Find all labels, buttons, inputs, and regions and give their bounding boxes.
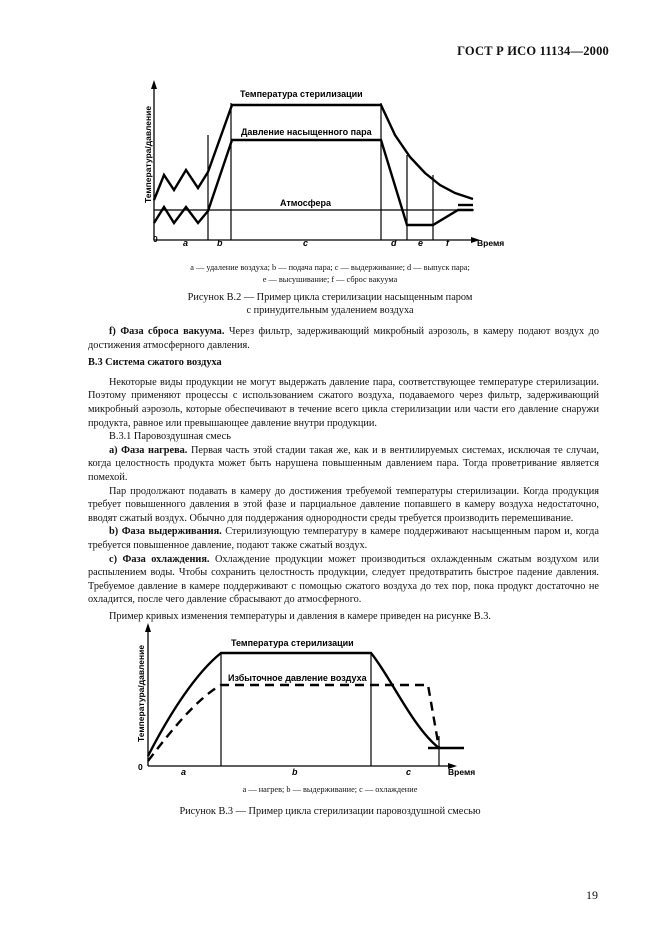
fig1-phase-f: f [446,238,449,248]
paragraph-b [88,525,599,552]
fig1-phase-a: a [183,238,189,248]
fig1-temp-label: Температура стерилизации [240,89,363,99]
caption-line: Рисунок В.2 — Пример цикла стерилизации насыщенным паром [187,292,473,303]
figure-b3 [128,618,488,783]
document-header: ГОСТ Р ИСО 11134—2000 [457,44,609,58]
para-label: b) Фаза выдерживания. [109,526,222,538]
para-label: f) Фаза сброса вакуума. [109,326,225,337]
fig2-phase-c: c [406,767,412,777]
fig1-phase-d: d [391,238,397,248]
para-text: Стерилизующую температуру в камере поддерживают насыщенным паром и, когда требуется повышенное давление, подают также сжатый воздух. [88,526,599,551]
fig1-x-axis-label: Время [477,238,505,248]
legend-line: a — удаление воздуха; b — подача пара; c — выдерживание; d — выпуск пара; [190,263,470,272]
temperature-curve [148,653,439,756]
fig2-temp-label: Температура стерилизации [231,638,354,648]
figure-b2-legend [100,262,560,286]
para-text: Охлаждение продукции может производиться охлажденным сжатым воздухом или распылением воды. Чтобы сохранить целостность продукции, следует предотвратить быстрое падение давления. Требуемое давление в камере поддерживают с помощью сжатого воздуха до тех пор, пока продукт достаточно не охладится, после чего давление сбрасывают до атмосферного. [88,553,599,606]
page-number: 19 [586,888,598,902]
fig2-x-axis-label: Время [448,767,476,777]
temperature-curve [154,105,473,200]
figure-b3-legend: a — нагрев; b — выдерживание; c — охлаждение [242,785,418,794]
y-axis-arrow [151,80,157,89]
figure-b2 [140,75,510,253]
fig1-origin: 0 [153,234,158,244]
paragraph-b3: Некоторые виды продукции не могут выдержать давление пара, соответствующее температуре стерилизации. Поэтому применяют процессы с использованием сжатого воздуха, подаваемого через фильтр, задерживающий микробный аэрозоль, которые обеспечивают в течение всего цикла стерилизации или части его давление снаружи продукта, равное или превышающее давление внутри продукции. [88,376,599,429]
paragraph-c [88,553,599,607]
para-label: а) Фаза нагрева. [109,444,188,456]
legend-line: e — высушивание; f — сброс вакуума [262,275,398,284]
paragraph-a [88,444,599,485]
figure-b2-caption [100,292,560,317]
fig1-y-axis-label: Температура/давление [143,105,153,203]
subsection-heading: В.3.1 Паровоздушная смесь [109,431,231,443]
section-heading: В.3 Система сжатого воздуха [88,357,222,369]
fig1-phase-b: b [217,238,223,248]
para-text: Через фильтр, задерживающий микробный аэрозоль, в камеру подают воздух до достижения атмосферного давления. [88,326,600,351]
pressure-curve [148,685,439,761]
para-label: c) Фаза охлаждения. [109,553,210,565]
fig2-y-axis-label: Температура/давление [136,644,146,742]
fig2-phase-a: a [181,767,187,777]
paragraph-steam: Пар продолжают подавать в камеру до достижения требуемой температуры стерилизации. Когда продукция требует повышенного давления в этой фазе и парциальное давление попавшего в камеру воздуха недостаточно, вводят сжатый воздух. Обычно для поддержания однородности среды требуется производить перемешивание. [88,485,599,524]
caption-line: с принудительным удалением воздуха [246,304,414,316]
figure-b3-caption: Рисунок В.3 — Пример цикла стерилизации паровоздушной смесью [179,806,481,817]
fig2-pressure-label: Избыточное давление воздуха [228,673,367,683]
fig1-pressure-label: Давление насыщенного пара [241,127,372,137]
fig1-atmos-label: Атмосфера [280,198,331,208]
paragraph-f [88,325,599,352]
fig2-phase-b: b [292,767,298,777]
paragraph-example: Пример кривых изменения температуры и давления в камере приведен на рисунке В.3. [109,610,491,622]
fig1-phase-e: e [418,238,424,248]
y-axis-arrow [145,623,151,632]
fig1-phase-c: c [303,238,309,248]
body-text [88,325,599,623]
para-text: Первая часть этой стадии такая же, как и в вентилируемых системах, исключая те случаи, когда целостность продукта может быть нарушена повышенным давлением пара. Тогда проветривание является помехой. [88,444,600,483]
fig2-origin: 0 [138,762,143,772]
